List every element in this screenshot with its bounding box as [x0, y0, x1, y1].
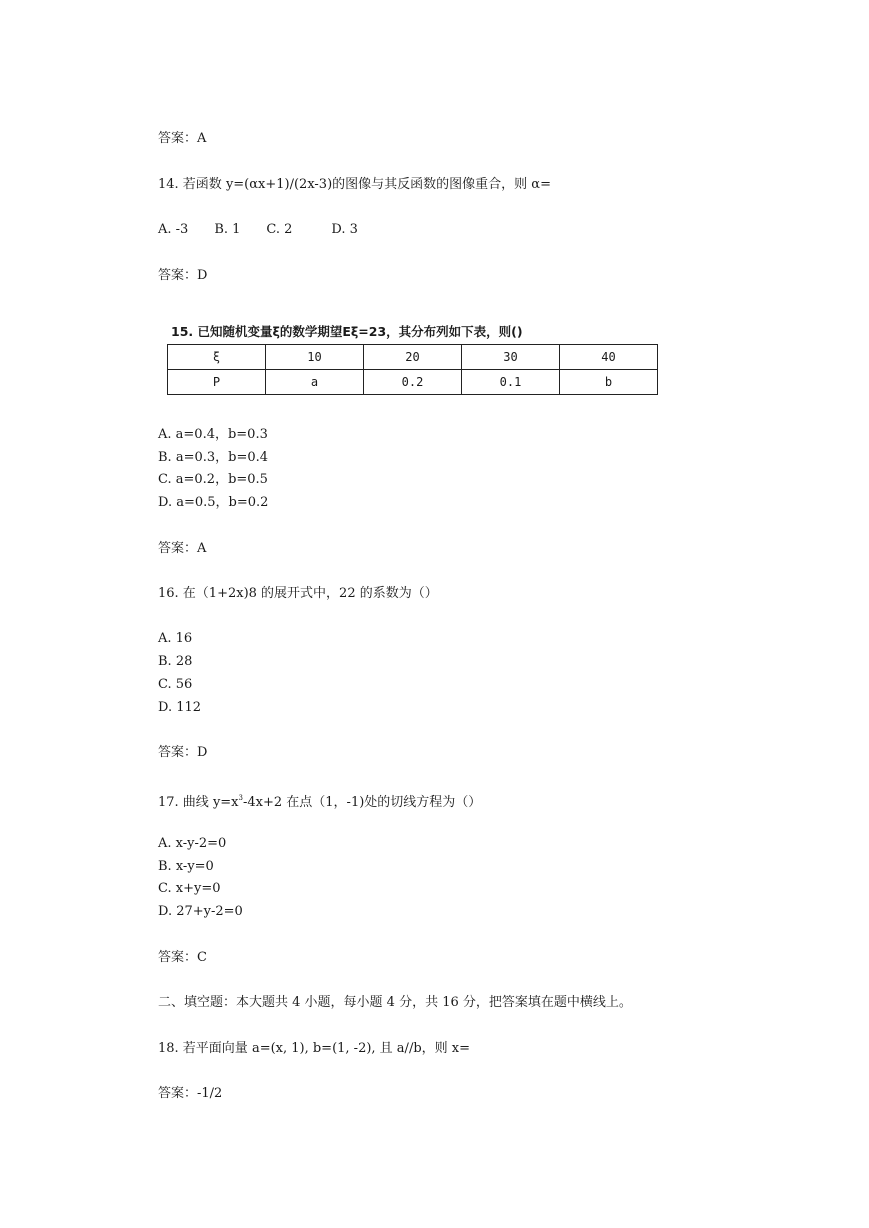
table-row [168, 370, 658, 395]
question-16: 16. 在（1+2x)8 的展开式中，22 的系数为（） [158, 586, 438, 601]
question-14-options: A. -3 B. 1 C. 2 D. 3 [158, 222, 358, 237]
answer-14: 答案：D [158, 268, 208, 283]
answer-16: 答案：D [158, 745, 208, 760]
answer-13: 答案：A [158, 131, 207, 146]
question-17-option-d: D. 27+y-2=0 [158, 904, 243, 919]
question-16-option-c: C. 56 [158, 677, 193, 692]
table-cell: 40 [560, 345, 658, 370]
question-17-option-a: A. x-y-2=0 [158, 836, 227, 851]
table-cell: 10 [266, 345, 364, 370]
question-15-option-d: D. a=0.5，b=0.2 [158, 495, 269, 510]
question-17-text-rest: -4x+2 在点（1，-1)处的切线方程为（） [242, 795, 482, 810]
answer-17: 答案：C [158, 950, 207, 965]
question-15-option-c: C. a=0.2，b=0.5 [158, 472, 268, 487]
question-17-option-c: C. x+y=0 [158, 881, 221, 896]
table-cell: b [560, 370, 658, 395]
question-15-option-a: A. a=0.4，b=0.3 [158, 427, 268, 442]
answer-15: 答案：A [158, 541, 207, 556]
question-16-option-d: D. 112 [158, 700, 202, 715]
question-17-text: 17. 曲线 y=x [158, 795, 239, 810]
question-18: 18. 若平面向量 a=(x, 1), b=(1, -2), 且 a//b，则 x= [158, 1041, 471, 1056]
table-cell: 0.1 [462, 370, 560, 395]
question-15-title: 15. 已知随机变量ξ的数学期望Eξ=23，其分布列如下表，则() [171, 324, 523, 339]
question-16-option-a: A. 16 [158, 631, 193, 646]
distribution-table [167, 344, 658, 395]
table-row [168, 345, 658, 370]
table-cell: 20 [364, 345, 462, 370]
table-cell: a [266, 370, 364, 395]
table-cell: 0.2 [364, 370, 462, 395]
table-cell: P [168, 370, 266, 395]
question-17 [158, 789, 481, 812]
question-17-option-b: B. x-y=0 [158, 859, 214, 874]
section-heading: 二、填空题：本大题共 4 小题，每小题 4 分，共 16 分，把答案填在题中横线上。 [158, 995, 632, 1010]
question-17-exponent: 3 [238, 794, 243, 802]
question-15-option-b: B. a=0.3，b=0.4 [158, 450, 269, 465]
table-cell: ξ [168, 345, 266, 370]
table-cell: 30 [462, 345, 560, 370]
question-16-option-b: B. 28 [158, 654, 193, 669]
answer-18: 答案：-1/2 [158, 1086, 223, 1101]
question-14: 14. 若函数 y=(αx+1)/(2x-3)的图像与其反函数的图像重合，则 α= [158, 177, 551, 192]
